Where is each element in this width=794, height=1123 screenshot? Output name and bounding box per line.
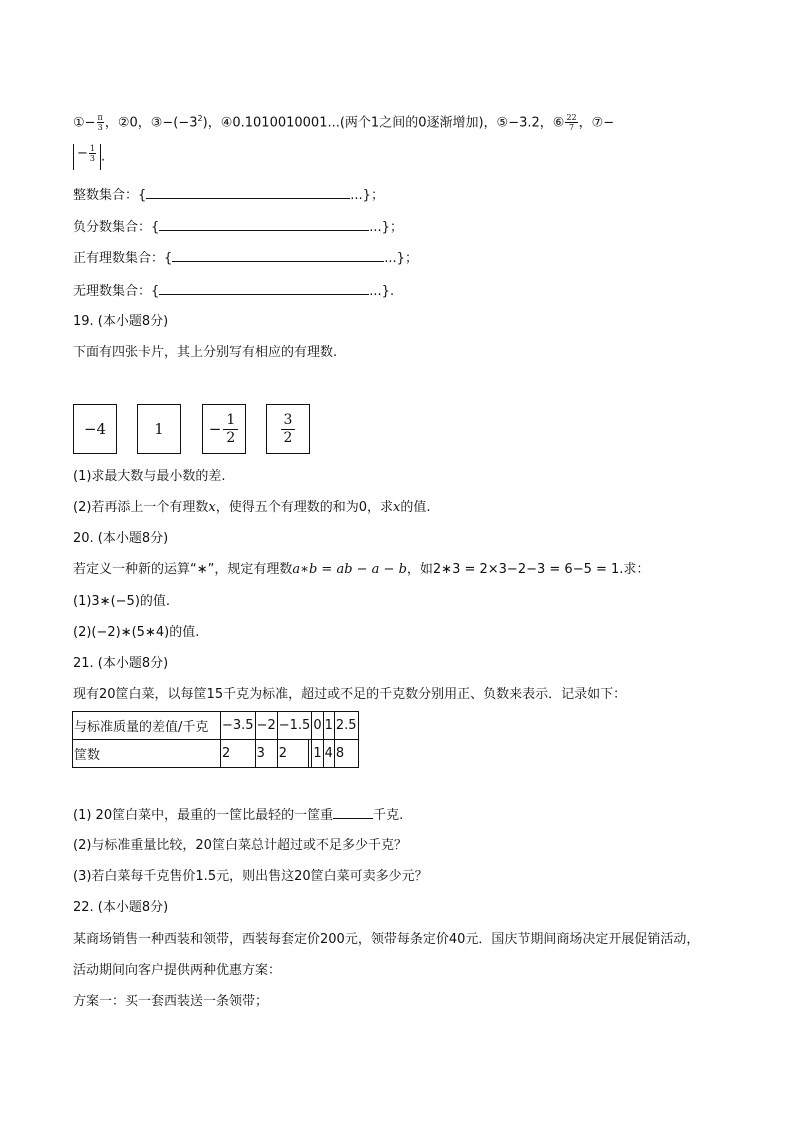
text: 的值.: [400, 500, 431, 515]
text: 千克.: [373, 808, 404, 823]
variable-x: x: [208, 500, 216, 515]
item-2-3: ，②0，③−(−3: [104, 115, 198, 131]
table-cell: 1: [323, 712, 334, 740]
fraction-denominator: 2: [283, 429, 293, 446]
table-cell: 1: [312, 740, 323, 768]
set-end: ...}；: [369, 220, 403, 235]
q21-part-3: (3)若白菜每千克售价1.5元，则出售这20筐白菜可卖多少元？: [73, 869, 428, 884]
negative-fraction-set-line: [73, 218, 403, 237]
q22-line-1: 某商场销售一种西装和领带，西装每套定价200元，领带每条定价40元．国庆节期间商场决定开展促销活动，: [73, 932, 700, 947]
table-cell: 与标准质量的差值/千克: [73, 712, 221, 740]
set-end: ...}.: [369, 284, 395, 299]
text: (2)若再添上一个有理数: [73, 500, 209, 515]
q22-line-3: 方案一：买一套西装送一条领带；: [73, 994, 269, 1009]
card-fraction: [223, 412, 238, 447]
fraction-numerator: 1: [89, 144, 95, 153]
q20-part-2: (2)(−2)∗(5∗4)的值.: [73, 625, 200, 640]
q18-items-line2: [73, 144, 105, 170]
text: (1) 20筐白菜中，最重的一筐比最轻的一筐重: [73, 808, 334, 823]
fraction-22-over-7: [565, 113, 577, 132]
set-end: ...}；: [384, 251, 418, 266]
table-row: [73, 740, 359, 768]
q21-intro: 现有20筐白菜，以每筐15千克为标准，超过或不足的千克数分别用正、负数来表示．记录如下：: [73, 687, 627, 702]
q21-part-2: (2)与标准重量比较，20筐白菜总计超过或不足多少千克？: [73, 838, 407, 853]
table-cell: 2.5: [334, 712, 358, 740]
text: ，如2∗3 = 2×3−2−3 = 6−5 = 1.求：: [406, 562, 650, 577]
q18-items-line1: [73, 110, 614, 132]
item-4-5: )，④0.1010010001...(两个1之间的0逐渐增加)，⑤−3.2，⑥: [202, 115, 565, 131]
table-cell: 4: [323, 740, 334, 768]
fraction-numerator: π: [97, 113, 103, 123]
table-cell: −2: [255, 712, 277, 740]
formula: a∗b = ab − a − b: [292, 562, 407, 577]
table-cell: 3: [255, 740, 277, 768]
q19-intro: 下面有四张卡片，其上分别写有相应的有理数.: [73, 345, 338, 360]
q21-part-1: [73, 806, 403, 825]
answer-blank[interactable]: [159, 218, 369, 231]
answer-blank[interactable]: [333, 806, 373, 819]
card-1: [137, 404, 181, 454]
integer-set-line: [73, 186, 384, 205]
fraction-1-over-3: [89, 144, 96, 163]
answer-blank[interactable]: [172, 249, 384, 262]
q22-header: 22. (本小题8分): [73, 900, 169, 915]
answer-blank[interactable]: [146, 186, 350, 199]
card-minus-4: [73, 404, 117, 454]
q19-part-1: (1)求最大数与最小数的差.: [73, 469, 226, 484]
table-cell: 2: [277, 740, 308, 768]
q20-part-1: (1)3∗(−5)的值.: [73, 594, 171, 609]
fraction-denominator: 2: [226, 429, 236, 446]
item-1: ①−: [73, 115, 96, 131]
card-sign: −: [208, 420, 222, 438]
absolute-value: [73, 144, 101, 170]
period: .: [101, 149, 106, 165]
positive-rational-set-line: [73, 249, 418, 268]
set-label: 负分数集合：{: [73, 220, 160, 235]
weight-table: [72, 711, 359, 768]
fraction-numerator: 1: [223, 412, 238, 430]
q21-header: 21. (本小题8分): [73, 656, 169, 671]
item-7: ，⑦−: [578, 115, 615, 131]
table-cell: −3.5: [221, 712, 256, 740]
answer-blank[interactable]: [159, 282, 369, 295]
q20-header: 20. (本小题8分): [73, 531, 169, 546]
set-label: 无理数集合：{: [73, 284, 160, 299]
q19-part-2: [73, 499, 431, 517]
card-fraction: [281, 412, 296, 447]
q22-line-2: 活动期间向客户提供两种优惠方案：: [73, 963, 282, 978]
text: ，使得五个有理数的和为0，求: [215, 500, 394, 515]
fraction-numerator: 3: [281, 412, 296, 430]
card-three-halves: [266, 404, 310, 454]
card-value: −4: [83, 420, 107, 438]
fraction-pi-over-3: [97, 113, 104, 132]
table-cell: 筐数: [73, 740, 221, 768]
fraction-denominator: 7: [568, 123, 575, 133]
variable-x: x: [393, 500, 401, 515]
fraction-denominator: 3: [97, 123, 103, 133]
set-label: 整数集合：{: [73, 188, 147, 203]
card-value: 1: [154, 420, 164, 438]
table-cell: −1.5: [277, 712, 312, 740]
q19-header: 19. (本小题8分): [73, 314, 169, 329]
table-cell: 8: [334, 740, 358, 768]
irrational-set-line: [73, 282, 394, 301]
fraction-numerator: 22: [566, 113, 577, 123]
set-label: 正有理数集合：{: [73, 251, 173, 266]
abs-sign: −: [77, 146, 88, 161]
table-row: [73, 712, 359, 740]
q20-intro: [73, 561, 649, 579]
set-end: ...}；: [350, 188, 384, 203]
exponent: 2: [197, 114, 203, 123]
table-cell: 2: [221, 740, 256, 768]
fraction-denominator: 3: [89, 154, 95, 163]
text: 若定义一种新的运算“∗”，规定有理数: [73, 562, 293, 577]
table-cell: 0: [312, 712, 323, 740]
card-minus-half: [202, 404, 246, 454]
